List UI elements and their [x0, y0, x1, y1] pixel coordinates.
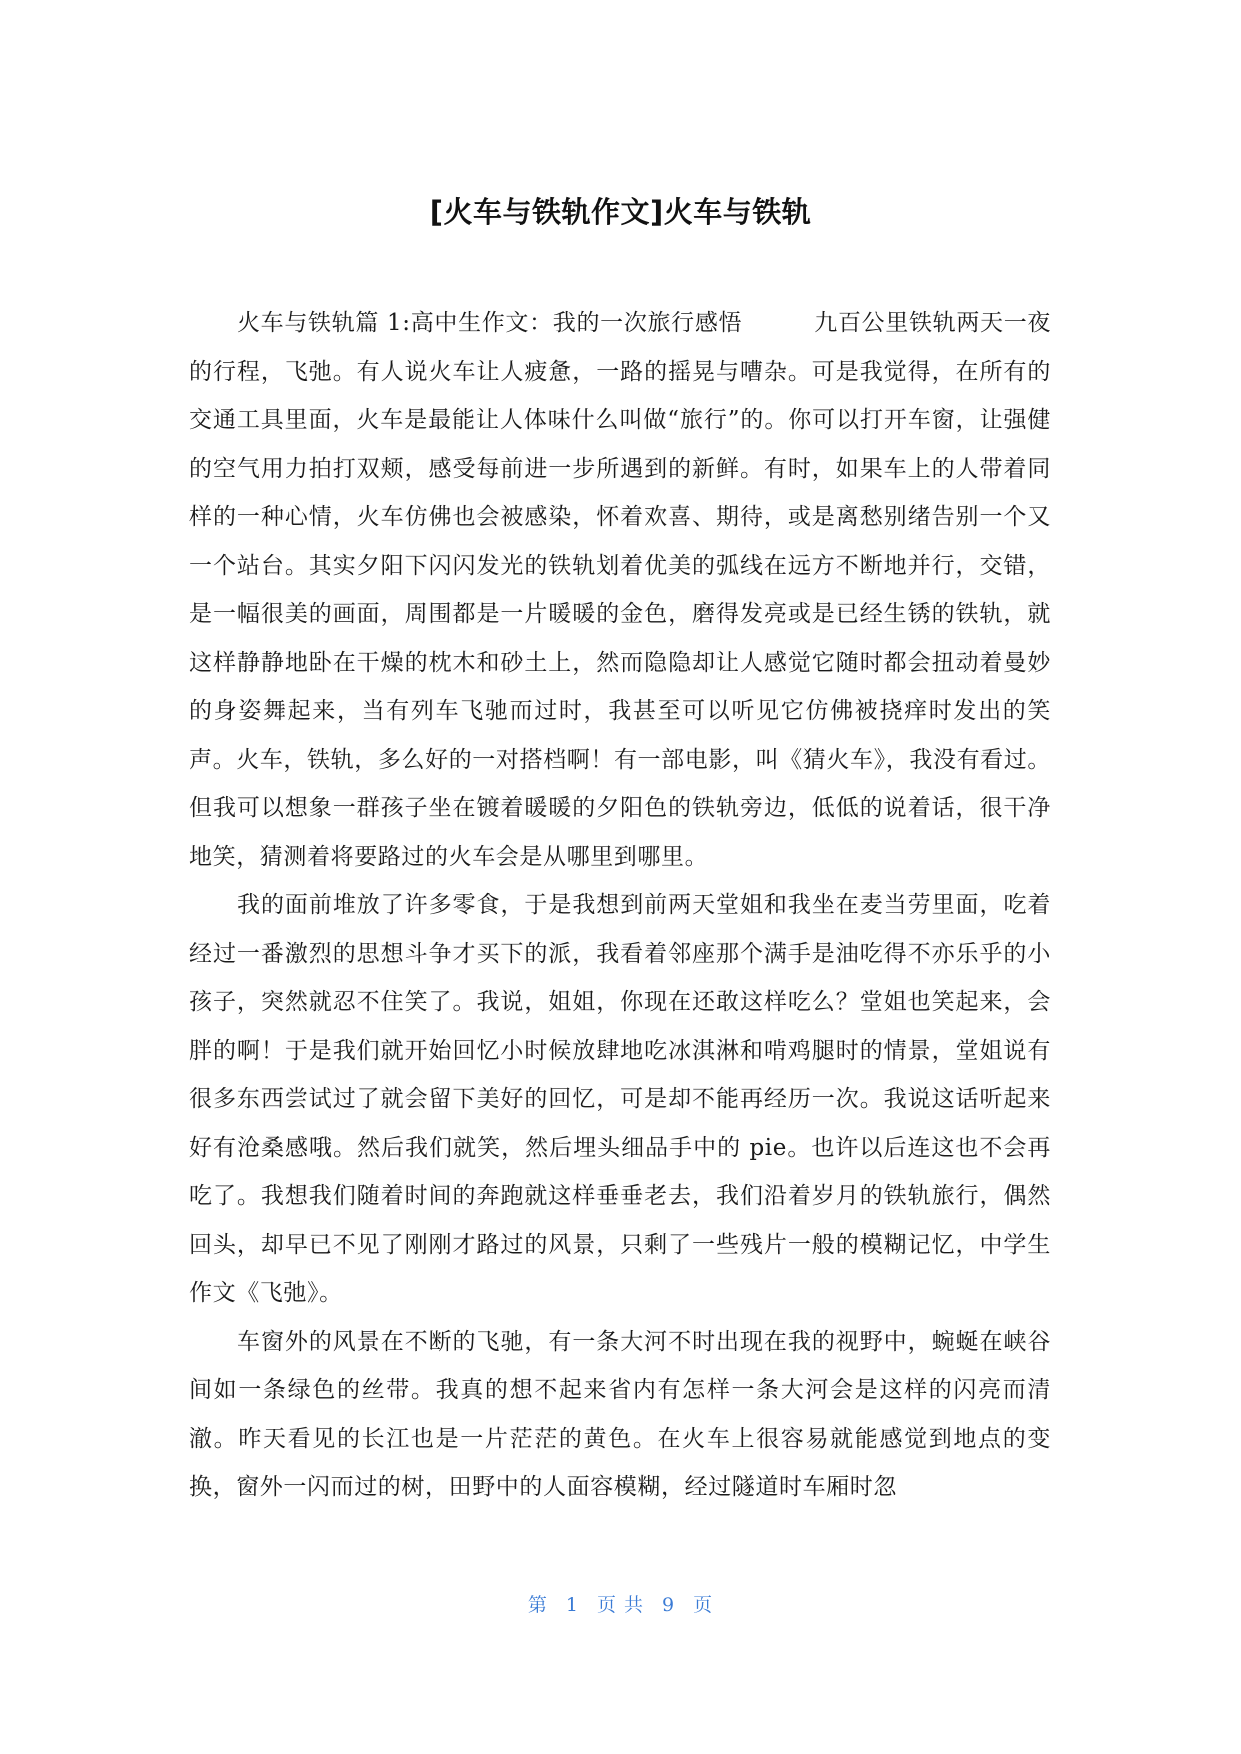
footer-total-pages: 9 — [662, 1594, 676, 1616]
document-body — [189, 299, 1051, 1512]
footer-prefix: 第 — [527, 1594, 548, 1616]
page-footer — [0, 1590, 1241, 1617]
paragraph-1-text: 九百公里铁轨两天一夜的行程，飞弛。有人说火车让人疲惫，一路的摇晃与嘈杂。可是我觉得，在所有的交通工具里面，火车是最能让人体味什么叫做“旅行”的。你可以打开车窗，让强健的空气用力拍打双颊，感受每前进一步所遇到的新鲜。有时，如果车上的人带着同样的一种心情，火车仿佛也会被感染，怀着欢喜、期待，或是离愁别绪告别一个又一个站台。其实夕阳下闪闪发光的铁轨划着优美的弧线在远方不断地并行，交错，是一幅很美的画面，周围都是一片暖暖的金色，磨得发亮或是已经生锈的铁轨，就这样静静地卧在干燥的枕木和砂土上，然而隐隐却让人感觉它随时都会扭动着曼妙的身姿舞起来，当有列车飞驰而过时，我甚至可以听见它仿佛被挠痒时发出的笑声。火车，铁轨，多么好的一对搭档啊！有一部电影，叫《猜火车》，我没有看过。但我可以想象一群孩子坐在镀着暖暖的夕阳色的铁轨旁边，低低的说着话，很干净地笑，猜测着将要路过的火车会是从哪里到哪里。 — [189, 310, 1051, 870]
document-title: [火车与铁轨作文]火车与铁轨 — [429, 195, 812, 229]
paragraph-2: 我的面前堆放了许多零食，于是我想到前两天堂姐和我坐在麦当劳里面，吃着经过一番激烈的思想斗争才买下的派，我看着邻座那个满手是油吃得不亦乐乎的小孩子，突然就忍不住笑了。我说，姐姐，你现在还敢这样吃么？堂姐也笑起来，会胖的啊！于是我们就开始回忆小时候放肆地吃冰淇淋和啃鸡腿时的情景，堂姐说有很多东西尝试过了就会留下美好的回忆，可是却不能再经历一次。我说这话听起来好有沧桑感哦。然后我们就笑，然后埋头细品手中的 pie。也许以后连这也不会再吃了。我想我们随着时间的奔跑就这样垂垂老去，我们沿着岁月的铁轨旅行，偶然回头，却早已不见了刚刚才路过的风景，只剩了一些残片一般的模糊记忆，中学生作文《飞弛》。 — [189, 892, 1051, 1306]
paragraph-1 — [189, 299, 1051, 881]
paragraph-3: 车窗外的风景在不断的飞驰，有一条大河不时出现在我的视野中，蜿蜒在峡谷间如一条绿色的丝带。我真的想不起来省内有怎样一条大河会是这样的闪亮而清澈。昨天看见的长江也是一片茫茫的黄色。在火车上很容易就能感觉到地点的变换，窗外一闪而过的树，田野中的人面容模糊，经过隧道时车厢时忽 — [189, 1328, 1051, 1500]
paragraph-1-lead: 火车与铁轨篇 1:高中生作文：我的一次旅行感悟 — [237, 310, 743, 336]
footer-suffix: 页 — [693, 1594, 714, 1616]
footer-page-number: 1 — [565, 1594, 579, 1616]
footer-middle: 页 共 — [596, 1594, 645, 1616]
